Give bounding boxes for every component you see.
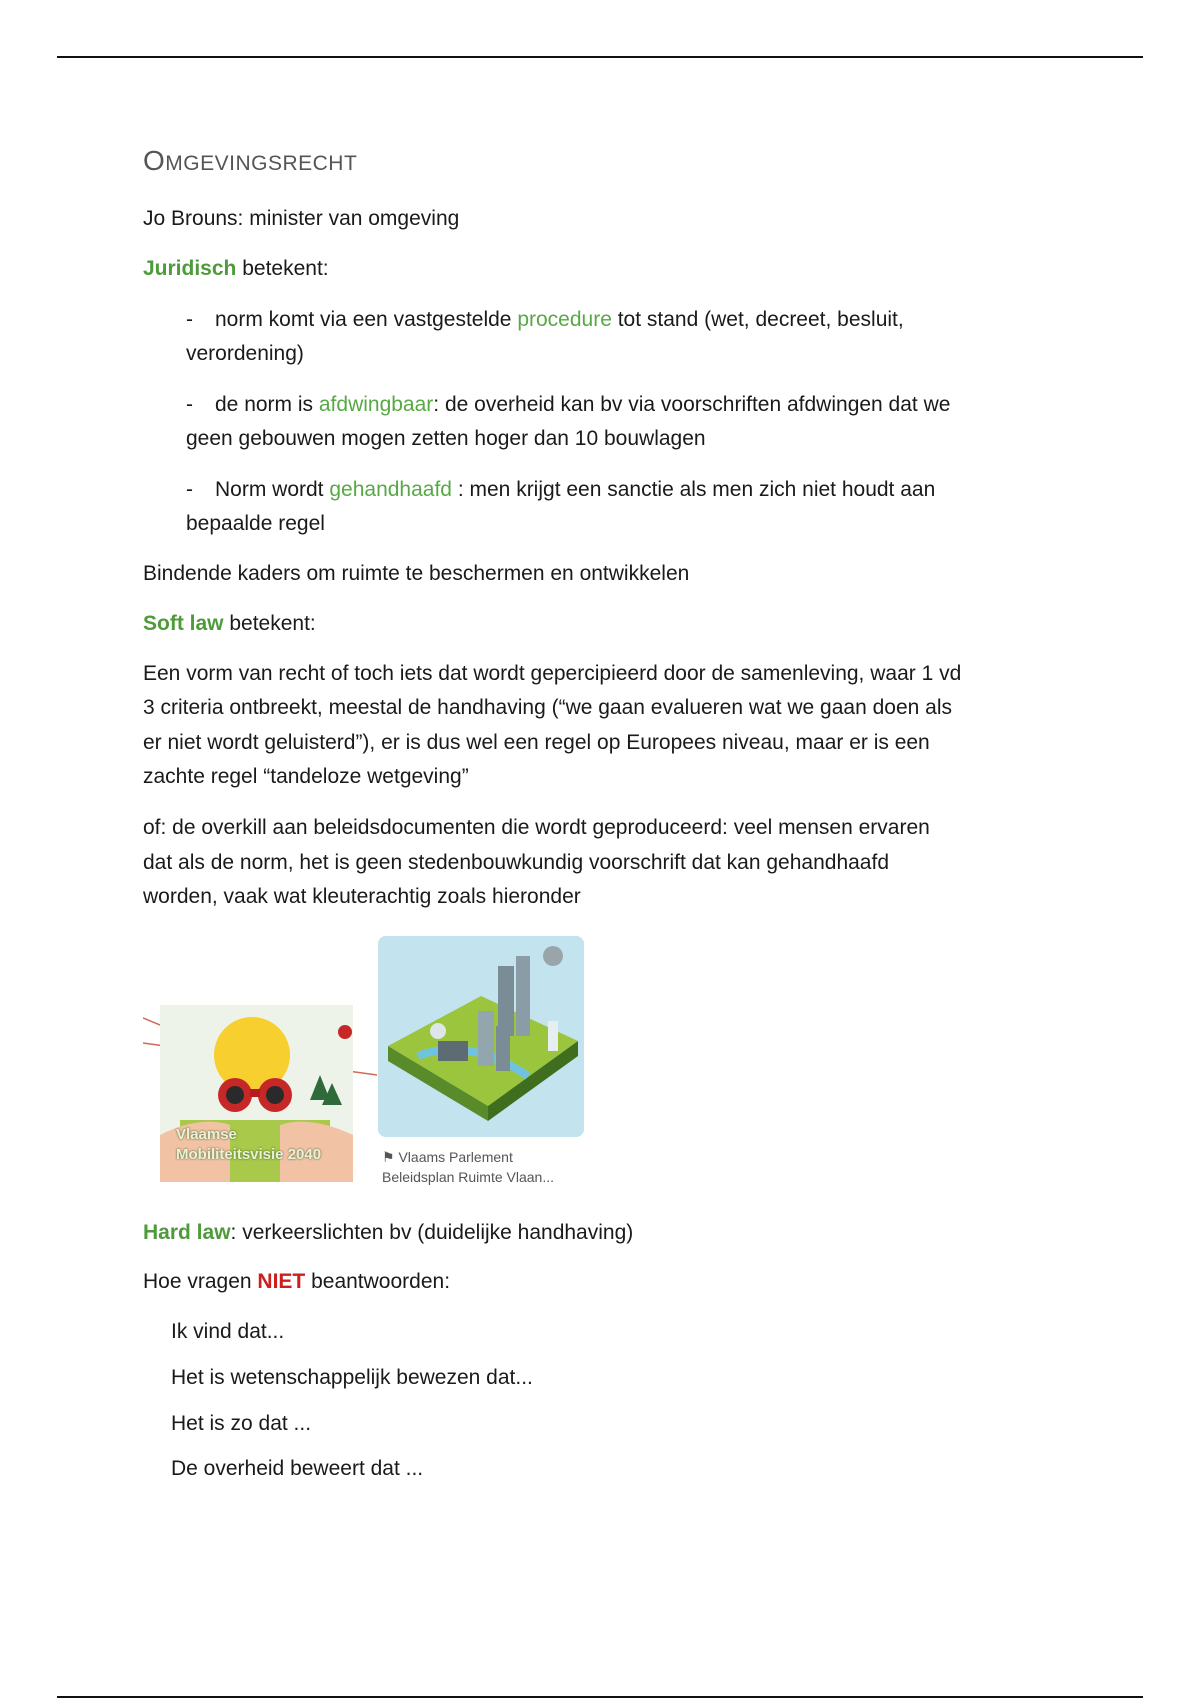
highlight-procedure: procedure (517, 308, 612, 331)
parliament-icon: ⚑ (382, 1149, 399, 1165)
hardlaw-term: Hard law (143, 1221, 231, 1244)
niet-highlight: NIET (257, 1270, 306, 1293)
paragraph-line: of: de overkill aan beleidsdocumenten die wordt geproduceerd: veel mensen ervaren (143, 816, 930, 839)
softlaw-heading: Soft law betekent: (143, 612, 316, 635)
niet-line: Hoe vragen NIET beantwoorden: (143, 1270, 451, 1293)
image-caption-source: ⚑ Vlaams Parlement (382, 1149, 513, 1165)
bullet-continuation: verordening) (186, 342, 304, 365)
paragraph-line: 3 criteria ontbreekt, meestal de handhaving (“we gaan evalueren wat we gaan doen als (143, 696, 953, 719)
page-title: OMGEVINGSRECHT (143, 145, 358, 176)
paragraph-line: er niet wordt geluisterd”), er is dus wel een regel op Europees niveau, maar er is een (143, 731, 930, 754)
bullet-item: - norm komt via een vastgestelde procedure tot stand (wet, decreet, besluit, (186, 308, 904, 331)
paragraph-line: worden, vaak wat kleuterachtig zoals hieronder (143, 885, 581, 908)
image-text: Mobiliteitsvisie 2040 (176, 1146, 322, 1163)
example-item: Ik vind dat... (171, 1320, 285, 1343)
example-item: Het is zo dat ... (171, 1412, 312, 1435)
example-item: Het is wetenschappelijk bewezen dat... (171, 1366, 533, 1389)
image-text: Vlaamse (176, 1126, 237, 1143)
beleidsplan-image (378, 936, 584, 1137)
minister-line: Jo Brouns: minister van omgeving (143, 207, 460, 230)
hardlaw-line: Hard law: verkeerslichten bv (duidelijke handhaving) (143, 1221, 634, 1244)
bindende-line: Bindende kaders om ruimte te beschermen en ontwikkelen (143, 562, 690, 585)
bullet-item: - Norm wordt gehandhaafd : men krijgt een sanctie als men zich niet houdt aan (186, 478, 936, 501)
juridisch-term: Juridisch (143, 257, 237, 280)
softlaw-term: Soft law (143, 612, 224, 635)
image-caption-title: Beleidsplan Ruimte Vlaan... (382, 1169, 554, 1185)
example-item: De overheid beweert dat ... (171, 1457, 424, 1480)
top-rule (57, 56, 1143, 58)
bullet-continuation: bepaalde regel (186, 512, 325, 535)
highlight-gehandhaafd: gehandhaafd (329, 478, 452, 501)
paragraph-line: zachte regel “tandeloze wetgeving” (143, 765, 469, 788)
bullet-continuation: geen gebouwen mogen zetten hoger dan 10 bouwlagen (186, 427, 706, 450)
mobiliteitsvisie-image (160, 1005, 353, 1182)
city-illustration (378, 936, 584, 1137)
paragraph-line: dat als de norm, het is geen stedenbouwkundig voorschrift dat kan gehandhaafd (143, 851, 890, 874)
bullet-item: - de norm is afdwingbaar: de overheid kan bv via voorschriften afdwingen dat we (186, 393, 951, 416)
bottom-rule (57, 1696, 1143, 1698)
paragraph-line: Een vorm van recht of toch iets dat wordt gepercipieerd door de samenleving, waar 1 vd (143, 662, 962, 685)
highlight-afdwingbaar: afdwingbaar (318, 393, 434, 416)
juridisch-heading: Juridisch betekent: (143, 257, 329, 280)
